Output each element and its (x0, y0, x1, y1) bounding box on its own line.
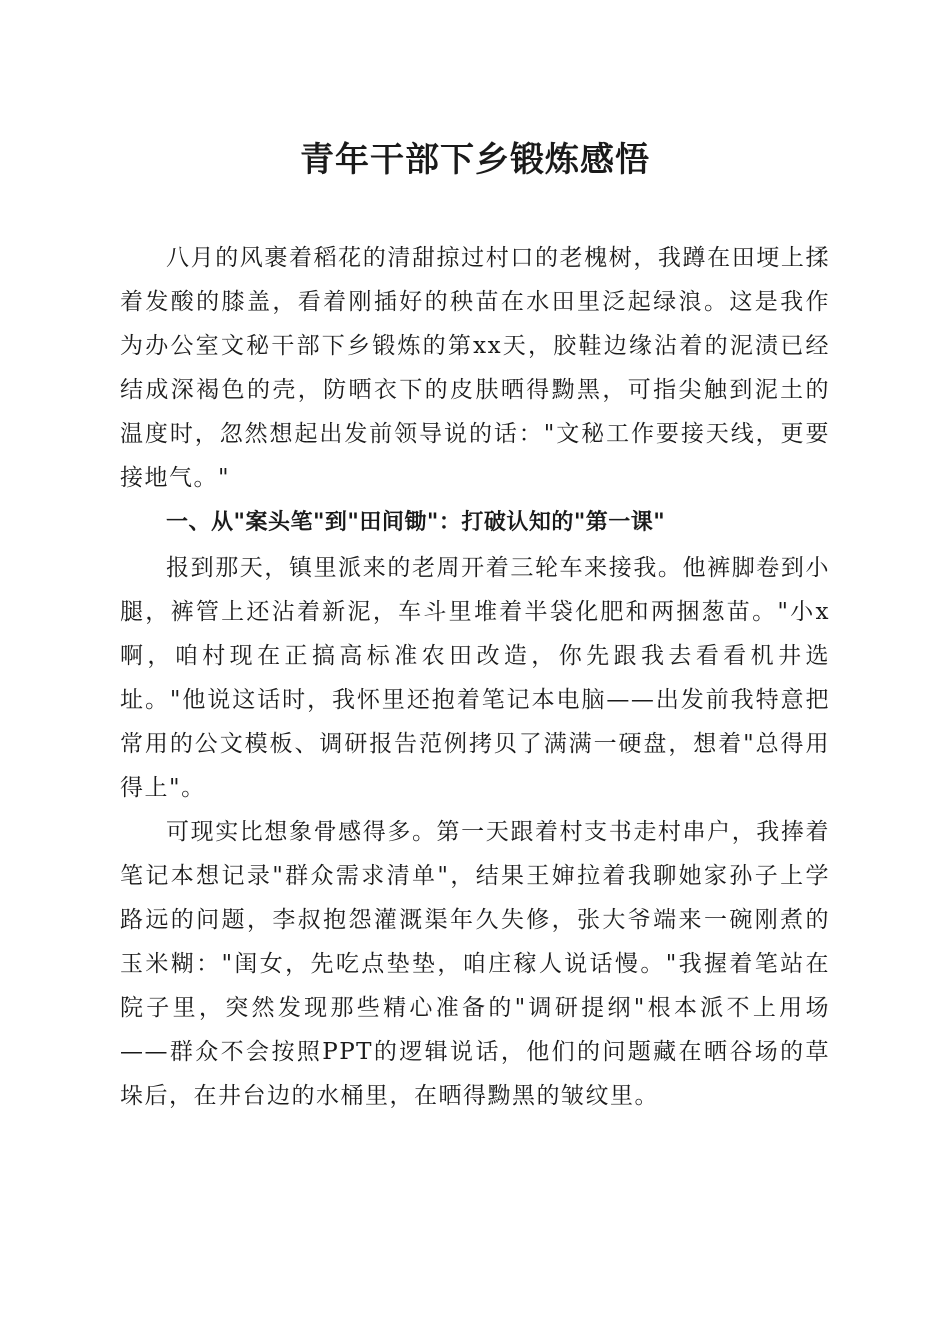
section-paragraph-1: 报到那天，镇里派来的老周开着三轮车来接我。他裤脚卷到小腿，裤管上还沾着新泥，车斗里堆着半袋化肥和两捆葱苗。"小x啊，咱村现在正搞高标准农田改造，你先跟我去看看机井选址。"他说这话时，我怀里还抱着笔记本电脑——出发前我特意把常用的公文模板、调研报告范例拷贝了满满一硬盘，想着"总得用得上"。 (120, 555, 830, 801)
intro-paragraph: 八月的风裹着稻花的清甜掠过村口的老槐树，我蹲在田埂上揉着发酸的膝盖，看着刚插好的秧苗在水田里泛起绿浪。这是我作为办公室文秘干部下乡锻炼的第xx天，胶鞋边缘沾着的泥渍已经结成深褐色的壳，防晒衣下的皮肤晒得黝黑，可指尖触到泥土的温度时，忽然想起出发前领导说的话："文秘工作要接天线，更要接地气。" (120, 245, 830, 491)
section-heading: 一、从"案头笔"到"田间锄"：打破认知的"第一课" (166, 510, 666, 535)
document-title: 青年干部下乡锻炼感悟 (300, 140, 650, 180)
document-body (120, 236, 830, 1118)
section-paragraph-2: 可现实比想象骨感得多。第一天跟着村支书走村串户，我捧着笔记本想记录"群众需求清单"，结果王婶拉着我聊她家孙子上学路远的问题，李叔抱怨灌溉渠年久失修，张大爷端来一碗刚煮的玉米糊："闺女，先吃点垫垫，咱庄稼人说话慢。"我握着笔站在院子里，突然发现那些精心准备的"调研提纲"根本派不上用场——群众不会按照PPT的逻辑说话，他们的问题藏在晒谷场的草垛后，在井台边的水桶里，在晒得黝黑的皱纹里。 (120, 819, 830, 1109)
